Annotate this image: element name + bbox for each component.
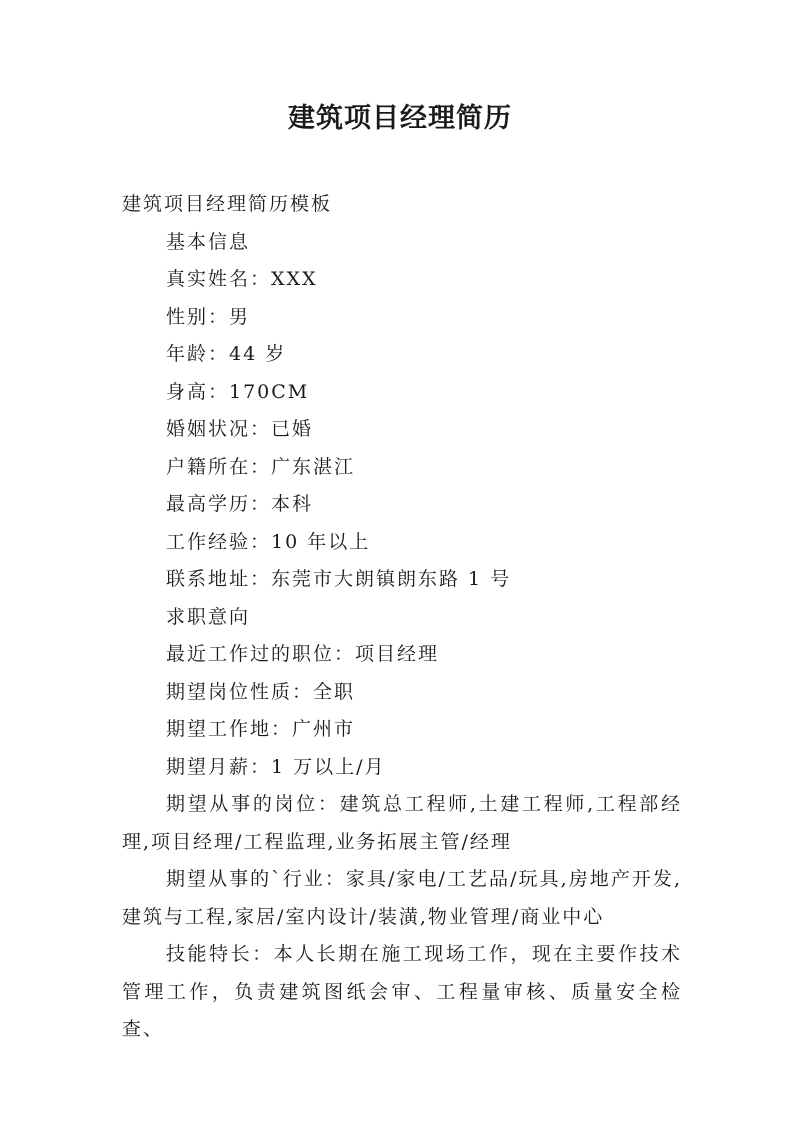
field-height: 身高：170CM <box>166 380 310 403</box>
section-heading-basic-info: 基本信息 <box>166 230 251 253</box>
document-title: 建筑项目经理简历 <box>288 103 512 134</box>
section-heading-job-intention: 求职意向 <box>166 605 251 628</box>
field-household-registration: 户籍所在：广东湛江 <box>166 455 356 478</box>
field-marital-status: 婚姻状况：已婚 <box>166 418 314 440</box>
field-contact-address: 联系地址：东莞市大朗镇朗东路 1 号 <box>166 568 512 590</box>
paragraph-skills: 技能特长：本人长期在施工现场工作，现在主要作技术管理工作，负责建筑图纸会审、工程量审核、质量安全检查、 <box>122 943 682 1040</box>
resume-template-heading: 建筑项目经理简历模板 <box>122 193 333 215</box>
document-body <box>122 186 682 1049</box>
field-highest-education: 最高学历：本科 <box>166 493 314 515</box>
field-expected-location: 期望工作地：广州市 <box>166 718 356 740</box>
paragraph-expected-positions: 期望从事的岗位：建筑总工程师,土建工程师,工程部经理,项目经理/工程监理,业务拓展主管/经理 <box>122 793 682 853</box>
field-real-name: 真实姓名：XXX <box>166 268 318 290</box>
field-expected-job-type: 期望岗位性质：全职 <box>166 680 356 703</box>
field-gender: 性别：男 <box>166 305 251 328</box>
field-recent-position: 最近工作过的职位：项目经理 <box>166 643 440 665</box>
field-work-experience: 工作经验：10 年以上 <box>166 530 371 553</box>
field-age: 年龄：44 岁 <box>166 343 287 365</box>
paragraph-expected-industries: 期望从事的`行业：家具/家电/工艺品/玩具,房地产开发,建筑与工程,家居/室内设计/装潢,物业管理/商业中心 <box>122 868 682 928</box>
field-expected-salary: 期望月薪：1 万以上/月 <box>166 755 386 778</box>
